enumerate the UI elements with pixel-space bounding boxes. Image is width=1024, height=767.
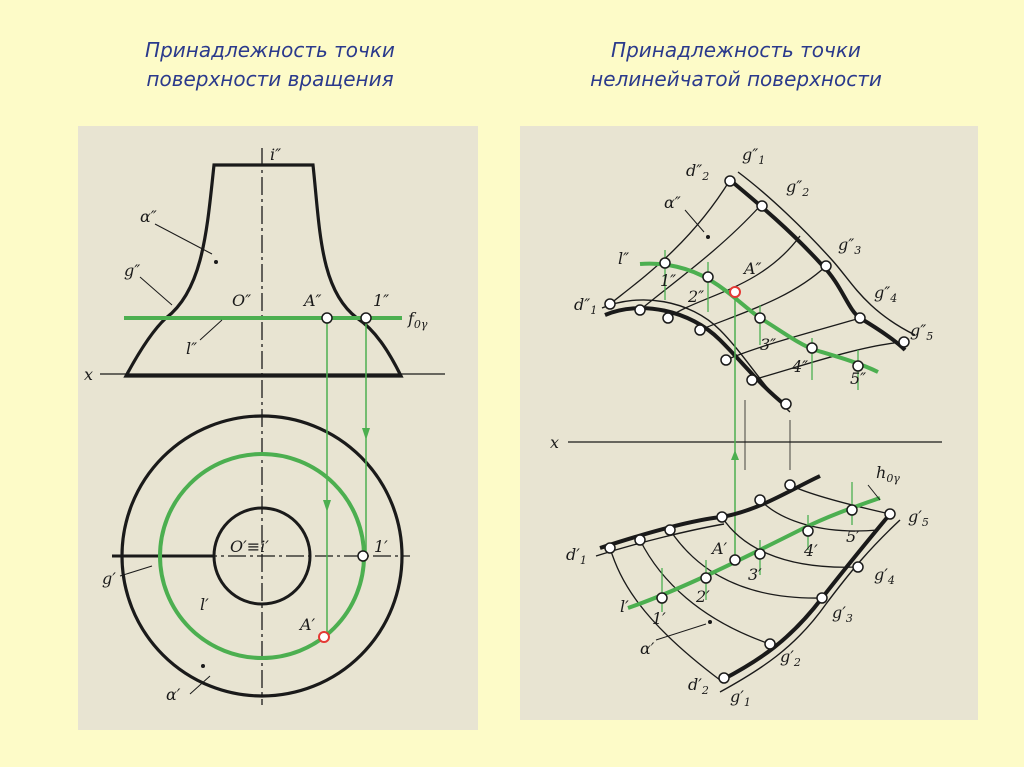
label-f-sub: 0γ xyxy=(413,318,428,331)
label-g1-upper-main: g″ xyxy=(742,145,759,164)
label-h: h xyxy=(876,463,887,482)
label-g3-lower-main: g′ xyxy=(832,603,846,622)
label-5-1-right: 5′ xyxy=(846,527,860,546)
point-a2-left xyxy=(322,313,332,323)
label-l2-left: l″ xyxy=(186,339,198,358)
label-g1-upper xyxy=(742,145,765,167)
label-f0y xyxy=(407,309,428,331)
label-d1-upper-main: d″ xyxy=(574,295,591,314)
label-g2-upper-sub: 2 xyxy=(802,186,810,199)
label-4-1-right: 4′ xyxy=(804,541,818,560)
label-g4-upper-sub: 4 xyxy=(890,292,898,305)
label-alpha1-right: α′ xyxy=(640,639,655,658)
label-g1-lower-main: g′ xyxy=(730,687,744,706)
label-g3-lower-sub: 3 xyxy=(845,612,853,625)
point-1-2-left xyxy=(361,313,371,323)
label-x-left: x xyxy=(84,365,94,384)
label-3-2-right: 3″ xyxy=(760,335,777,354)
label-d2-lower xyxy=(688,675,709,697)
label-2-1-right: 2′ xyxy=(696,587,710,606)
label-3-1-right: 3′ xyxy=(748,565,762,584)
label-1-2-left: 1″ xyxy=(373,291,390,310)
label-g4-lower-sub: 4 xyxy=(887,574,895,587)
label-x-right: x xyxy=(550,433,560,452)
label-l2-right: l″ xyxy=(618,249,630,268)
label-g5-lower-sub: 5 xyxy=(921,516,929,529)
label-l1-right: l′ xyxy=(620,597,629,616)
label-d2-upper-sub: 2 xyxy=(702,170,710,183)
label-o1-i1: O′≡i′ xyxy=(230,537,269,556)
label-d2-upper xyxy=(686,161,709,183)
label-d2-upper-main: d″ xyxy=(686,161,703,180)
label-g1-lower xyxy=(730,687,751,709)
label-a1-left: A′ xyxy=(300,615,316,634)
label-h0y xyxy=(876,463,900,485)
label-o2: O″ xyxy=(232,291,252,310)
point-a1-left xyxy=(319,632,329,642)
label-alpha1-left: α′ xyxy=(166,685,181,704)
label-g3-lower xyxy=(832,603,853,625)
label-g5-upper-sub: 5 xyxy=(926,330,934,343)
label-1-2-right: 1″ xyxy=(660,271,677,290)
label-g2-left: g″ xyxy=(124,261,141,280)
label-a1-right: A′ xyxy=(712,539,728,558)
label-alpha2-left: α″ xyxy=(140,207,157,226)
label-g3-upper xyxy=(838,235,861,257)
label-d1-lower-main: d′ xyxy=(566,545,580,564)
label-1-1-left: 1′ xyxy=(374,537,388,556)
left-drawing-lines xyxy=(100,148,445,705)
label-d1-upper xyxy=(574,295,597,317)
label-g1-lower-sub: 1 xyxy=(743,696,751,709)
label-g4-upper-main: g″ xyxy=(874,283,891,302)
label-1-1-right: 1′ xyxy=(652,609,666,628)
label-d1-lower xyxy=(566,545,587,567)
label-g5-upper-main: g″ xyxy=(910,321,927,340)
label-5-2-right: 5″ xyxy=(850,369,867,388)
label-i2: i″ xyxy=(270,145,282,164)
label-g4-lower xyxy=(874,565,895,587)
label-g4-upper xyxy=(874,283,897,305)
label-g2-lower xyxy=(780,647,801,669)
title-right-line1: Принадлежность точки xyxy=(611,38,861,62)
label-d1-lower-sub: 1 xyxy=(579,554,587,567)
label-g3-upper-main: g″ xyxy=(838,235,855,254)
label-g3-upper-sub: 3 xyxy=(854,244,862,257)
label-l1-left: l′ xyxy=(200,595,209,614)
label-g2-upper xyxy=(786,177,809,199)
label-g5-upper xyxy=(910,321,933,343)
label-d2-lower-main: d′ xyxy=(688,675,702,694)
label-g2-lower-sub: 2 xyxy=(793,656,801,669)
label-a2-right: A″ xyxy=(744,259,762,278)
title-right-line2: нелинейчатой поверхности xyxy=(590,67,882,91)
title-left-line2: поверхности вращения xyxy=(146,67,394,91)
label-2-2-right: 2″ xyxy=(688,287,705,306)
label-g1-upper-sub: 1 xyxy=(758,154,766,167)
label-a2-left: A″ xyxy=(304,291,322,310)
label-g1-left: g′ xyxy=(102,569,116,588)
label-g2-lower-main: g′ xyxy=(780,647,794,666)
label-alpha2-right: α″ xyxy=(664,193,681,212)
label-f: f xyxy=(408,309,414,328)
label-d1-upper-sub: 1 xyxy=(590,304,598,317)
label-g5-lower xyxy=(908,507,929,529)
label-g4-lower-main: g′ xyxy=(874,565,888,584)
label-4-2-right: 4″ xyxy=(792,357,809,376)
label-h-sub: 0γ xyxy=(886,472,900,485)
label-g5-lower-main: g′ xyxy=(908,507,922,526)
label-d2-lower-sub: 2 xyxy=(701,684,709,697)
label-g2-upper-main: g″ xyxy=(786,177,803,196)
title-left-line1: Принадлежность точки xyxy=(145,38,395,62)
point-1-1-left xyxy=(358,551,368,561)
